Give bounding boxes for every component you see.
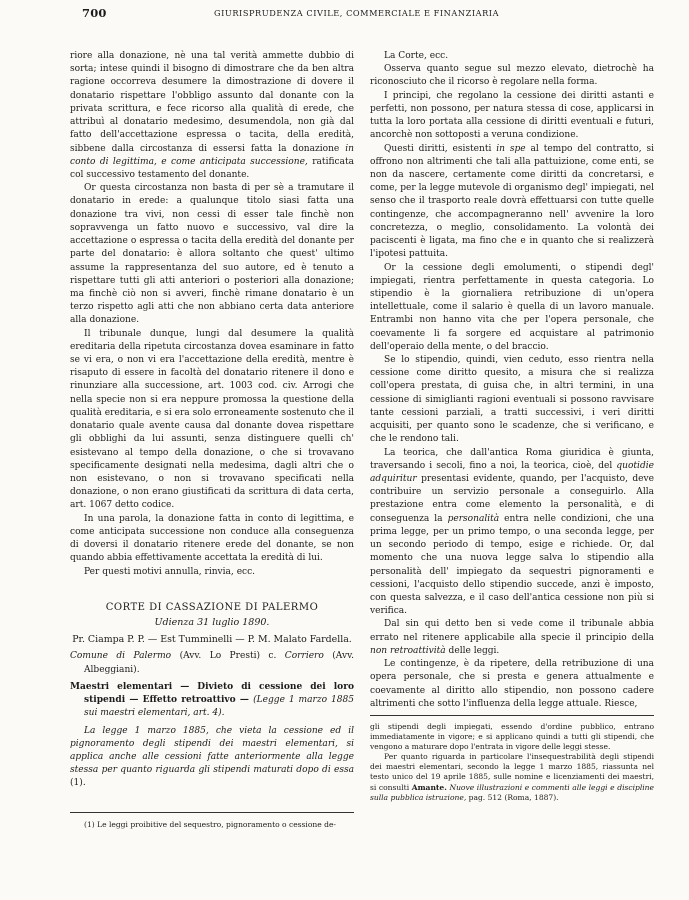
paragraph: Questi diritti, esistenti in spe al tempo del contratto, si offrono non altrimenti che tali alla pattuizione, come enti, se non da nascere, certamente come diritti da concretarsi, e come, per la legge mutevole di organismo degl' impiegati, nel senso che il trasporto reale dovrà effettuarsi con tutte quelle contingenze, che accompagneranno nell' avvenire la loro concretezza, o meglio, consolidamento. La volontà dei paciscenti è ligata, ma fino che e in quanto che si realizzerà l'ipotesi pattuita. xyxy=(370,143,654,260)
paragraph: riore alla donazione, nè una tal verità ammette dubbio di sorta; intese quindi il bisogno di dimostrare che da ben altra ragione occorreva desumere la dimostrazione di dovere il donatario rispettare l'obbligo assunto dal donante con la privata scrittura, e fece ricorso alla qualità di erede, che attribuì al donatario medesimo, desumendola, non già dal fatto dell'accettazione espressa o tacita, della eredità, sibbene dalla circostanza di essersi fatta la donazione in conto di legittima, e come anticipata successione, ratificata col successivo testamento del donante. xyxy=(70,51,354,180)
court-title: CORTE DI CASSAZIONE DI PALERMO xyxy=(105,601,319,613)
hearing-date: Udienza 31 luglio 1890. xyxy=(154,616,270,628)
footnote-separator-right xyxy=(370,715,654,716)
paragraph: Or la cessione degli emolumenti, o stipendi degl' impiegati, rientra perfettamente in questa categoria. Lo stipendio è la giornaliera retribuzione di un'opera intellettuale, come il salario è quella di un lavoro manuale. Entrambi non hanno vita che per l'opera personale, che coevamente li fa sorgere ed acquistare al patrimonio dell'operaio della mente, o del braccio. xyxy=(370,262,654,352)
parties-line: Comune di Palermo (Avv. Lo Presti) c. Corriero (Avv. Albeggiani). xyxy=(70,651,354,675)
footnote-right: gli stipendi degli impiegati, essendo d'ordine pubblico, entrano immediatamente in vigore; e si applicano quindi a tutti gli stipendi, che vengono a maturare dopo l'entrata in vigore delle leggi stesse. Per quanto riguarda in particolare l'insequestrabilità degli stipendi dei maestri elementari, secondo la legge 1 marzo 1885, riassunta nel testo unico del 19 aprile 1885, sulle nomine e licenziamenti dei maestri, si consulti Amante. Nuove illustrazioni e commenti alle leggi e discipline sulla pubblica istruzione, pag. 512 (Roma, 1887). xyxy=(370,722,654,802)
case-heading: Maestri elementari — Divieto di cessione dei loro stipendi — Effetto retroattivo — (Legge 1 marzo 1885 sui maestri elementari, art. 4). xyxy=(70,681,354,719)
paragraph: Or questa circostanza non basta di per sè a tramutare il donatario in erede: a qualunque titolo siasi fatta una donazione tra vivi, non cessi di esser tale finchè non sopravvenga un fatto nuovo e successivo, val dire la accettazione o espressa o tacita della eredità del donante per parte del donatario: è allora soltanto che quest' ultimo assume la rappresentanza del suo autore, ed è tenuto a rispettare tutti gli atti anteriori o posteriori alla donazione; ma finchè ciò non si avveri, finchè rimane donatario è un terzo rispetto agli atti che non abbiano certa data anteriore alla donazione. xyxy=(70,183,354,326)
paragraph: Per questi motivi annulla, rinvia, ecc. xyxy=(84,566,256,577)
page-number: 700 xyxy=(82,6,107,20)
case-maxim: La legge 1 marzo 1885, che vieta la cessione ed il pignoramento degli stipendi dei maestri elementari, si applica anche alle cessioni fatte anteriormente alla legge stessa per quanto riguarda gli stipendi maturati dopo di essa (1). xyxy=(70,725,354,789)
running-title: GIURISPRUDENZA CIVILE, COMMERCIALE E FINANZIARIA xyxy=(214,8,500,18)
paragraph: I principi, che regolano la cessione dei diritti astanti e perfetti, non possono, per natura stessa di cose, applicarsi in tutta la loro portata alla cessione di diritti eventuali e futuri, ancorchè non sottoposti a veruna condizione. xyxy=(370,90,654,141)
paragraph: Il tribunale dunque, lungi dal desumere la qualità ereditaria della ripetuta circostanza dovea esaminare in fatto se vi era, o non vi era l'accettazione della eredità, mentre è risaputo di essere in facoltà del donatario ritenere il dono e rinunziare alla successione, art. 1003 cod. civ. Arrogi che nella specie non si era neppure promossa la questione della qualità ereditaria, e si era solo erroneamente sostenuto che il donatario quale avente causa dal donante dovea rispettare gli obblighi da lui assunti, senza distinguere quelli ch' esistevano al tempo della donazione, o che si trovavano specificamente designati nella medesima, dagli altri che o non esistevano, o non si trovavano specificati nella donazione, o non erano giustificati da scrittura di data certa, art. 1067 detto codice. xyxy=(70,328,354,511)
paragraph: Dal sin qui detto ben si vede come il tribunale abbia errato nel ritenere applicabile alla specie il principio della non retroattività delle leggi. xyxy=(370,619,654,656)
footnote-separator-left xyxy=(70,812,354,813)
footnote-left: (1) Le leggi proibitive del sequestro, pignoramento o cessione de- xyxy=(84,820,336,829)
page-header xyxy=(0,6,689,22)
right-column xyxy=(370,50,654,711)
paragraph: In una parola, la donazione fatta in conto di legittima, e come anticipata successione non conduce alla conseguenza di doversi il donatario ritenere erede del donante, se non quando abbia effettivamente accettata la eredità di lui. xyxy=(70,513,354,564)
judges-line: Pr. Ciampa P. P. — Est Tumminelli — P. M. Malato Fardella. xyxy=(72,634,352,646)
paragraph: La teorica, che dall'antica Roma giuridica è giunta, traversando i secoli, fino a noi, la teorica, cioè, del quotidie adquiritur presentasi evidente, quando, per l'acquisto, deve contribuire un servizio personale a conseguirlo. Alla prestazione entra come elemento la personalità, e di conseguenza la personalità entra nelle condizioni, che una prima legge, per un primo tempo, o una seconda legge, per un secondo periodo di tempo, esige e richiede. Or, dal momento che una nuova legge salva lo stipendio alla personalità dell' impiegato da sequestri pignoramenti e cessioni, l'acquisto dello stipendio succede, anzi è imposto, con questa salvezza, e il caso dell'antica cessione non più si verifica. xyxy=(370,447,654,617)
paragraph: La Corte, ecc. xyxy=(384,51,449,61)
paragraph: Se lo stipendio, quindi, vien ceduto, esso rientra nella cessione come diritto quesito, a misura che si realizza coll'opera prestata, di guisa che, in altri termini, in una cessione di simiglianti ragioni eventuali si possono ravvisare tante cessioni parziali, a tratti successivi, i veri diritti acquisiti, per quanto sono le scadenze, che si verificano, e che le rendono tali. xyxy=(370,355,654,445)
left-column xyxy=(70,50,354,791)
paragraph: Le contingenze, è da ripetere, della retribuzione di una opera personale, che si presta e genera attualmente e coevamente al diritto allo stipendio, non possono cadere altrimenti che sotto l'influenza della legge attuale. Riesce, xyxy=(370,659,654,709)
paragraph: Osserva quanto segue sul mezzo elevato, dietrochè ha riconosciuto che il ricorso è regolare nella forma. xyxy=(370,64,654,88)
